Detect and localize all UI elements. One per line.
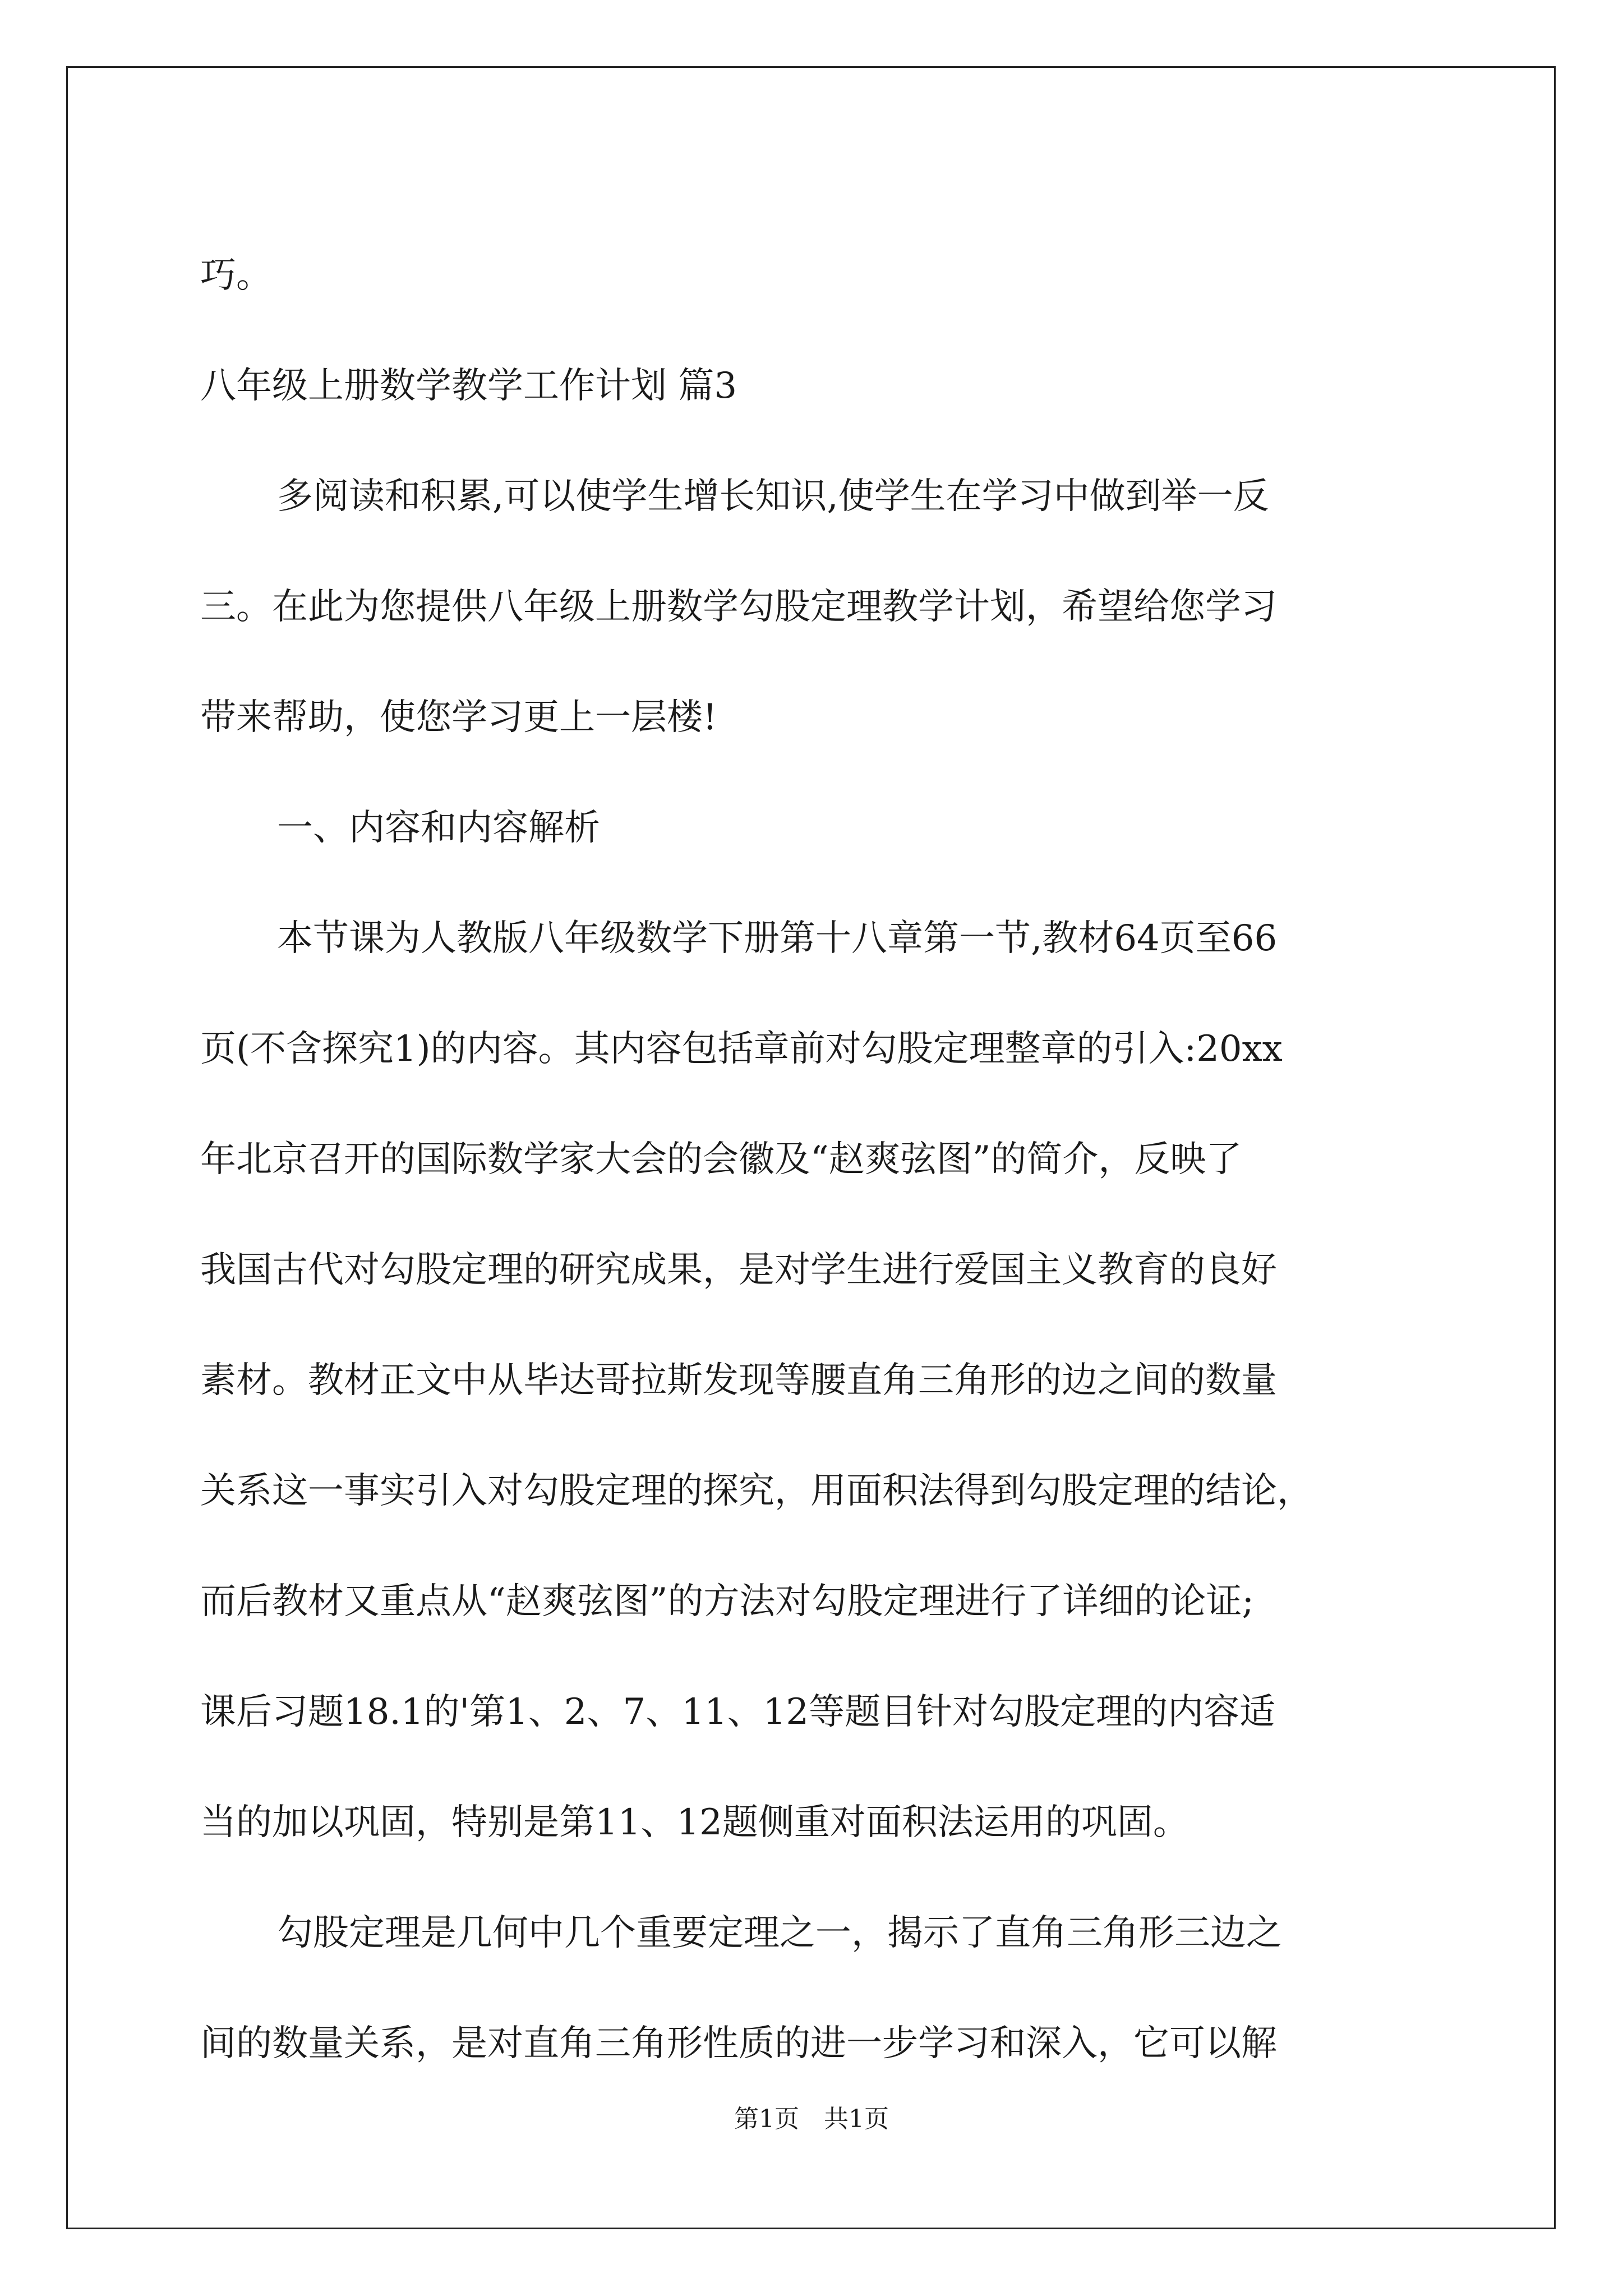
document-body bbox=[200, 220, 1428, 2099]
text-line: 当的加以巩固，特别是第11、12题侧重对面积法运用的巩固。 bbox=[200, 1802, 1189, 1843]
text-line: 关系这一事实引入对勾股定理的探究，用面积法得到勾股定理的结论， bbox=[200, 1470, 1313, 1512]
text-line: 课后习题18.1的'第1、2、7、11、12等题目针对勾股定理的内容适 bbox=[200, 1691, 1276, 1733]
text-line: 素材。教材正文中从毕达哥拉斯发现等腰直角三角形的边之间的数量 bbox=[200, 1360, 1277, 1401]
text-line: 年北京召开的国际数学家大会的会徽及“赵爽弦图”的简介，反映了 bbox=[200, 1139, 1242, 1180]
text-line: 巧。 bbox=[200, 255, 272, 296]
text-line: 而后教材又重点从“赵爽弦图”的方法对勾股定理进行了详细的论证; bbox=[200, 1581, 1254, 1622]
text-line: 我国古代对勾股定理的研究成果，是对学生进行爱国主义教育的良好 bbox=[200, 1249, 1277, 1291]
text-line: 页(不含探究1)的内容。其内容包括章前对勾股定理整章的引入:20xx bbox=[200, 1028, 1283, 1070]
text-line: 本节课为人教版八年级数学下册第十八章第一节,教材64页至66 bbox=[277, 918, 1278, 959]
page-footer bbox=[0, 2102, 1623, 2136]
section-title: 八年级上册数学教学工作计划 篇3 bbox=[200, 365, 737, 407]
page-total: 共1页 bbox=[824, 2105, 889, 2133]
text-line: 三。在此为您提供八年级上册数学勾股定理教学计划，希望给您学习 bbox=[200, 586, 1277, 628]
page-number: 第1页 bbox=[734, 2105, 799, 2133]
text-line: 多阅读和积累,可以使学生增长知识,使学生在学习中做到举一反 bbox=[277, 476, 1269, 517]
text-line: 勾股定理是几何中几个重要定理之一，揭示了直角三角形三边之 bbox=[277, 1912, 1282, 1954]
text-line: 间的数量关系，是对直角三角形性质的进一步学习和深入，它可以解 bbox=[200, 2023, 1277, 2064]
text-line: 带来帮助，使您学习更上一层楼! bbox=[200, 697, 717, 738]
subheading: 一、内容和内容解析 bbox=[277, 807, 600, 849]
